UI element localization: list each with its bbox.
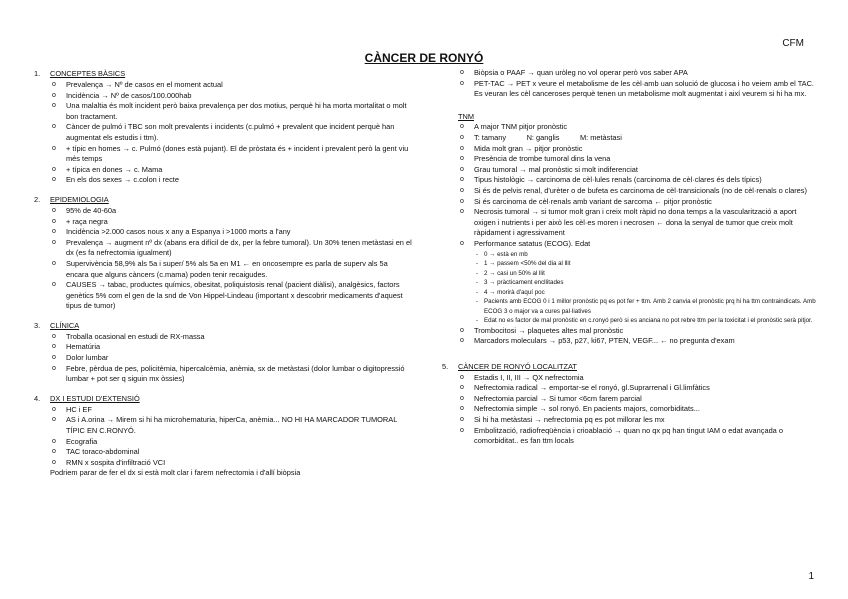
list-item: o Supervivència 58,9% als 5a i super/ 5% als 5a en M1 ← en oncosempre es parla de superv als 5a encara que alguns càncers (c.mama) poden tenir recaigudes. (34, 259, 412, 280)
list-item: o Si és carcinoma de cèl·renals amb variant de sarcoma ← pitjor pronòstic (442, 197, 820, 208)
bullet-list (34, 80, 412, 186)
section-conceptes (34, 68, 412, 186)
section-number: 2. (34, 194, 41, 204)
list-item: o Troballa ocasional en estudi de RX-massa (34, 332, 412, 343)
list-item: o Incidència → Nº de casos/100.000hab (34, 91, 412, 102)
section-title: DX I ESTUDI D'EXTENSIÓ (50, 393, 140, 403)
section-heading (34, 393, 412, 405)
bullet-list (34, 332, 412, 385)
list-item: o Necrosis tumoral → si tumor molt gran i creix molt ràpid no dona temps a la vascularització a aport oxigen i nutrients i per això les cèl·es moren i necrosen ← dona la senyal de tumor que creix molt ràpidament i agressivament (442, 207, 820, 239)
section-number: 1. (34, 69, 41, 78)
list-item: o Nefrectomia parcial → Si tumor <6cm farem parcial (442, 394, 820, 405)
sublist-item: - Edat no es factor de mal pronòstic en c.ronyó però si es anciana no pot rebre ttm per la toxicitat i el pronòstic serà pitjor. (442, 316, 820, 326)
section-dx (34, 393, 412, 479)
section-title: CLÍNICA (50, 320, 80, 330)
list-item: o CAUSES → tabac, productes químics, obesitat, poliquistosis renal (pacient diàlisi), analgèsics, factors genètics 5% com el gen de la snd de Von Hippel-Lindeau (important x descobrir medicaments d'aquest tipus de tumor) (34, 280, 412, 312)
sublist-item: - 0 → està en mb (442, 250, 820, 260)
section-number: 3. (34, 320, 41, 330)
list-item: o Performance satatus (ECOG). Edat (442, 239, 820, 250)
list-item: o Prevalença → augment nº dx (abans era difícil de dx, per la febre tumoral). Un 30% tenen metàstasi en el dx (es fa nefrectomia igualment) (34, 238, 412, 259)
bullet-list (442, 68, 820, 100)
section-epidemiologia (34, 194, 412, 312)
list-item: o TAC toraco-abdominal (34, 447, 412, 458)
sublist-item: - 4 → morirà d'aquí poc (442, 288, 820, 298)
list-item: o Embolització, radiofreqüència i crioablació → quan no qx pq han tingut IAM o edat avançada o comorbiditat.. es fan ttm locals (442, 426, 820, 447)
list-item: o Biòpsia o PAAF → quan uròleg no vol operar però vos saber APA (442, 68, 820, 79)
section-heading (34, 194, 412, 206)
list-item: o Si és de pelvis renal, d'urèter o de bufeta es carcinoma de cèl·transicionals (no de cèl·renals o clares) (442, 186, 820, 197)
list-item: o Hematúria (34, 342, 412, 353)
list-item: o Nefrectomia radical → emportar-se el ronyó, gl.Suprarrenal i Gl.limfàtics (442, 383, 820, 394)
bullet-list (442, 373, 820, 447)
bullet-list (442, 122, 820, 249)
bullet-list (34, 405, 412, 469)
list-item: o Febre, pèrdua de pes, policitèmia, hipercalcèmia, anèmia, sx de metàstasi (dolor lumbar o digitopressió lumbar + pot ser q siguin mx òssies) (34, 364, 412, 385)
list-item: o En els dos sexes → c.colon i recte (34, 175, 412, 186)
list-item: o Presència de trombe tumoral dins la vena (442, 154, 820, 165)
list-item: o Una malaltia és molt incident però baixa prevalença per dos motius, perquè hi ha morta mortalitat o molt bon tractament. (34, 101, 412, 122)
list-item: o PET-TAC → PET x veure el metabolisme de les cèl·amb uan solució de glucosa i ho veiem amb el TAC. Es veuran les cèl canceroses perquè tenen un metabolisme molt augmentat i així veurem si hi ha mx. (442, 79, 820, 100)
ecog-sublist (442, 250, 820, 326)
page-number: 1 (808, 571, 814, 582)
list-item: o Ecografia (34, 437, 412, 448)
list-item: o Grau tumoral → mal pronòstic si molt indiferenciat (442, 165, 820, 176)
bullet-list (442, 326, 820, 347)
list-item: o Marcadors moleculars → p53, p27, ki67, PTEN, VEGF... ← no pregunta d'exam (442, 336, 820, 347)
list-item: o T: tamany N: ganglis M: metàstasi (442, 133, 820, 144)
list-item: o Si hi ha metàstasi → nefrectomia pq es pot millorar les mx (442, 415, 820, 426)
list-item: o Càncer de pulmó i TBC son molt prevalents i incidents (c.pulmó + prevalent que incident perquè han augmentat els estudis i ttm). (34, 122, 412, 143)
list-item: o Estadis I, II, III → QX nefrectomia (442, 373, 820, 384)
list-item: o HC i EF (34, 405, 412, 416)
page-title: CÀNCER DE RONYÓ (364, 51, 484, 65)
list-item: o Nefrectomia simple → sol ronyó. En pacients majors, comorbiditats... (442, 404, 820, 415)
list-item: o AS i A.orina → Mirem si hi ha microhematuria, hiperCa, anèmia... NO HI HA MARCADOR TUMORAL TÍPIC EN C.RONYÓ. (34, 415, 412, 436)
paragraph: Podriem parar de fer el dx si està molt clar i farem nefrectomia i d'allí biòpsia (50, 468, 301, 478)
header-initials: CFM (782, 38, 804, 49)
section-title: EPIDEMIOLOGIA (50, 194, 109, 204)
section-localitzat (442, 361, 820, 447)
sublist-item: - 3 → pràcticament encllitades (442, 278, 820, 288)
subsection-title: TNM (458, 111, 475, 121)
right-column (442, 68, 820, 455)
list-item: o RMN x sospita d'infiltració VCI (34, 458, 412, 469)
section-heading (34, 320, 412, 332)
list-item: o Tipus histològic → carcinoma de cèl·lules renals (carcinoma de cèl·clares és dels típics) (442, 175, 820, 186)
sublist-item: - 2 → casi un 50% al llit (442, 269, 820, 279)
list-item: o Mida molt gran → pitjor pronòstic (442, 144, 820, 155)
section-number: 5. (442, 361, 449, 371)
left-column (34, 68, 412, 487)
section-heading (34, 68, 412, 80)
list-item: o Dolor lumbar (34, 353, 412, 364)
list-item: o A major TNM pitjor pronòstic (442, 122, 820, 133)
list-item: o 95% de 40-60a (34, 206, 412, 217)
list-item: o + raça negra (34, 217, 412, 228)
list-item: o + típic en homes → c. Pulmó (dones està pujant). El de pròstata és + incident i prevalent però la gent viu més temps (34, 144, 412, 165)
sublist-item: - 1 → passem <50% del dia al llit (442, 259, 820, 269)
list-item: o + típica en dones → c. Mama (34, 165, 412, 176)
section-title: CONCEPTES BÀSICS (50, 69, 126, 78)
list-item: o Prevalença → Nº de casos en el moment actual (34, 80, 412, 91)
section-clinica (34, 320, 412, 385)
section-number: 4. (34, 393, 41, 403)
bullet-list (34, 206, 412, 312)
section-tnm (442, 112, 820, 347)
section-heading (442, 361, 820, 373)
sublist-item: - Pacients amb ECOG 0 i 1 millor pronòstic pq es pot fer + ttm. Amb 2 canvia el pronòstic prq hi ha ttm contraindicats. Amb ECOG 3 o major va a cures pal·liatives (442, 297, 820, 316)
section-title: CÀNCER DE RONYÓ LOCALITZAT (458, 361, 577, 371)
list-item: o Trombocitosi → plaquetes altes mal pronòstic (442, 326, 820, 337)
list-item: o Incidència >2.000 casos nous x any a Espanya i >1000 morts a l'any (34, 227, 412, 238)
